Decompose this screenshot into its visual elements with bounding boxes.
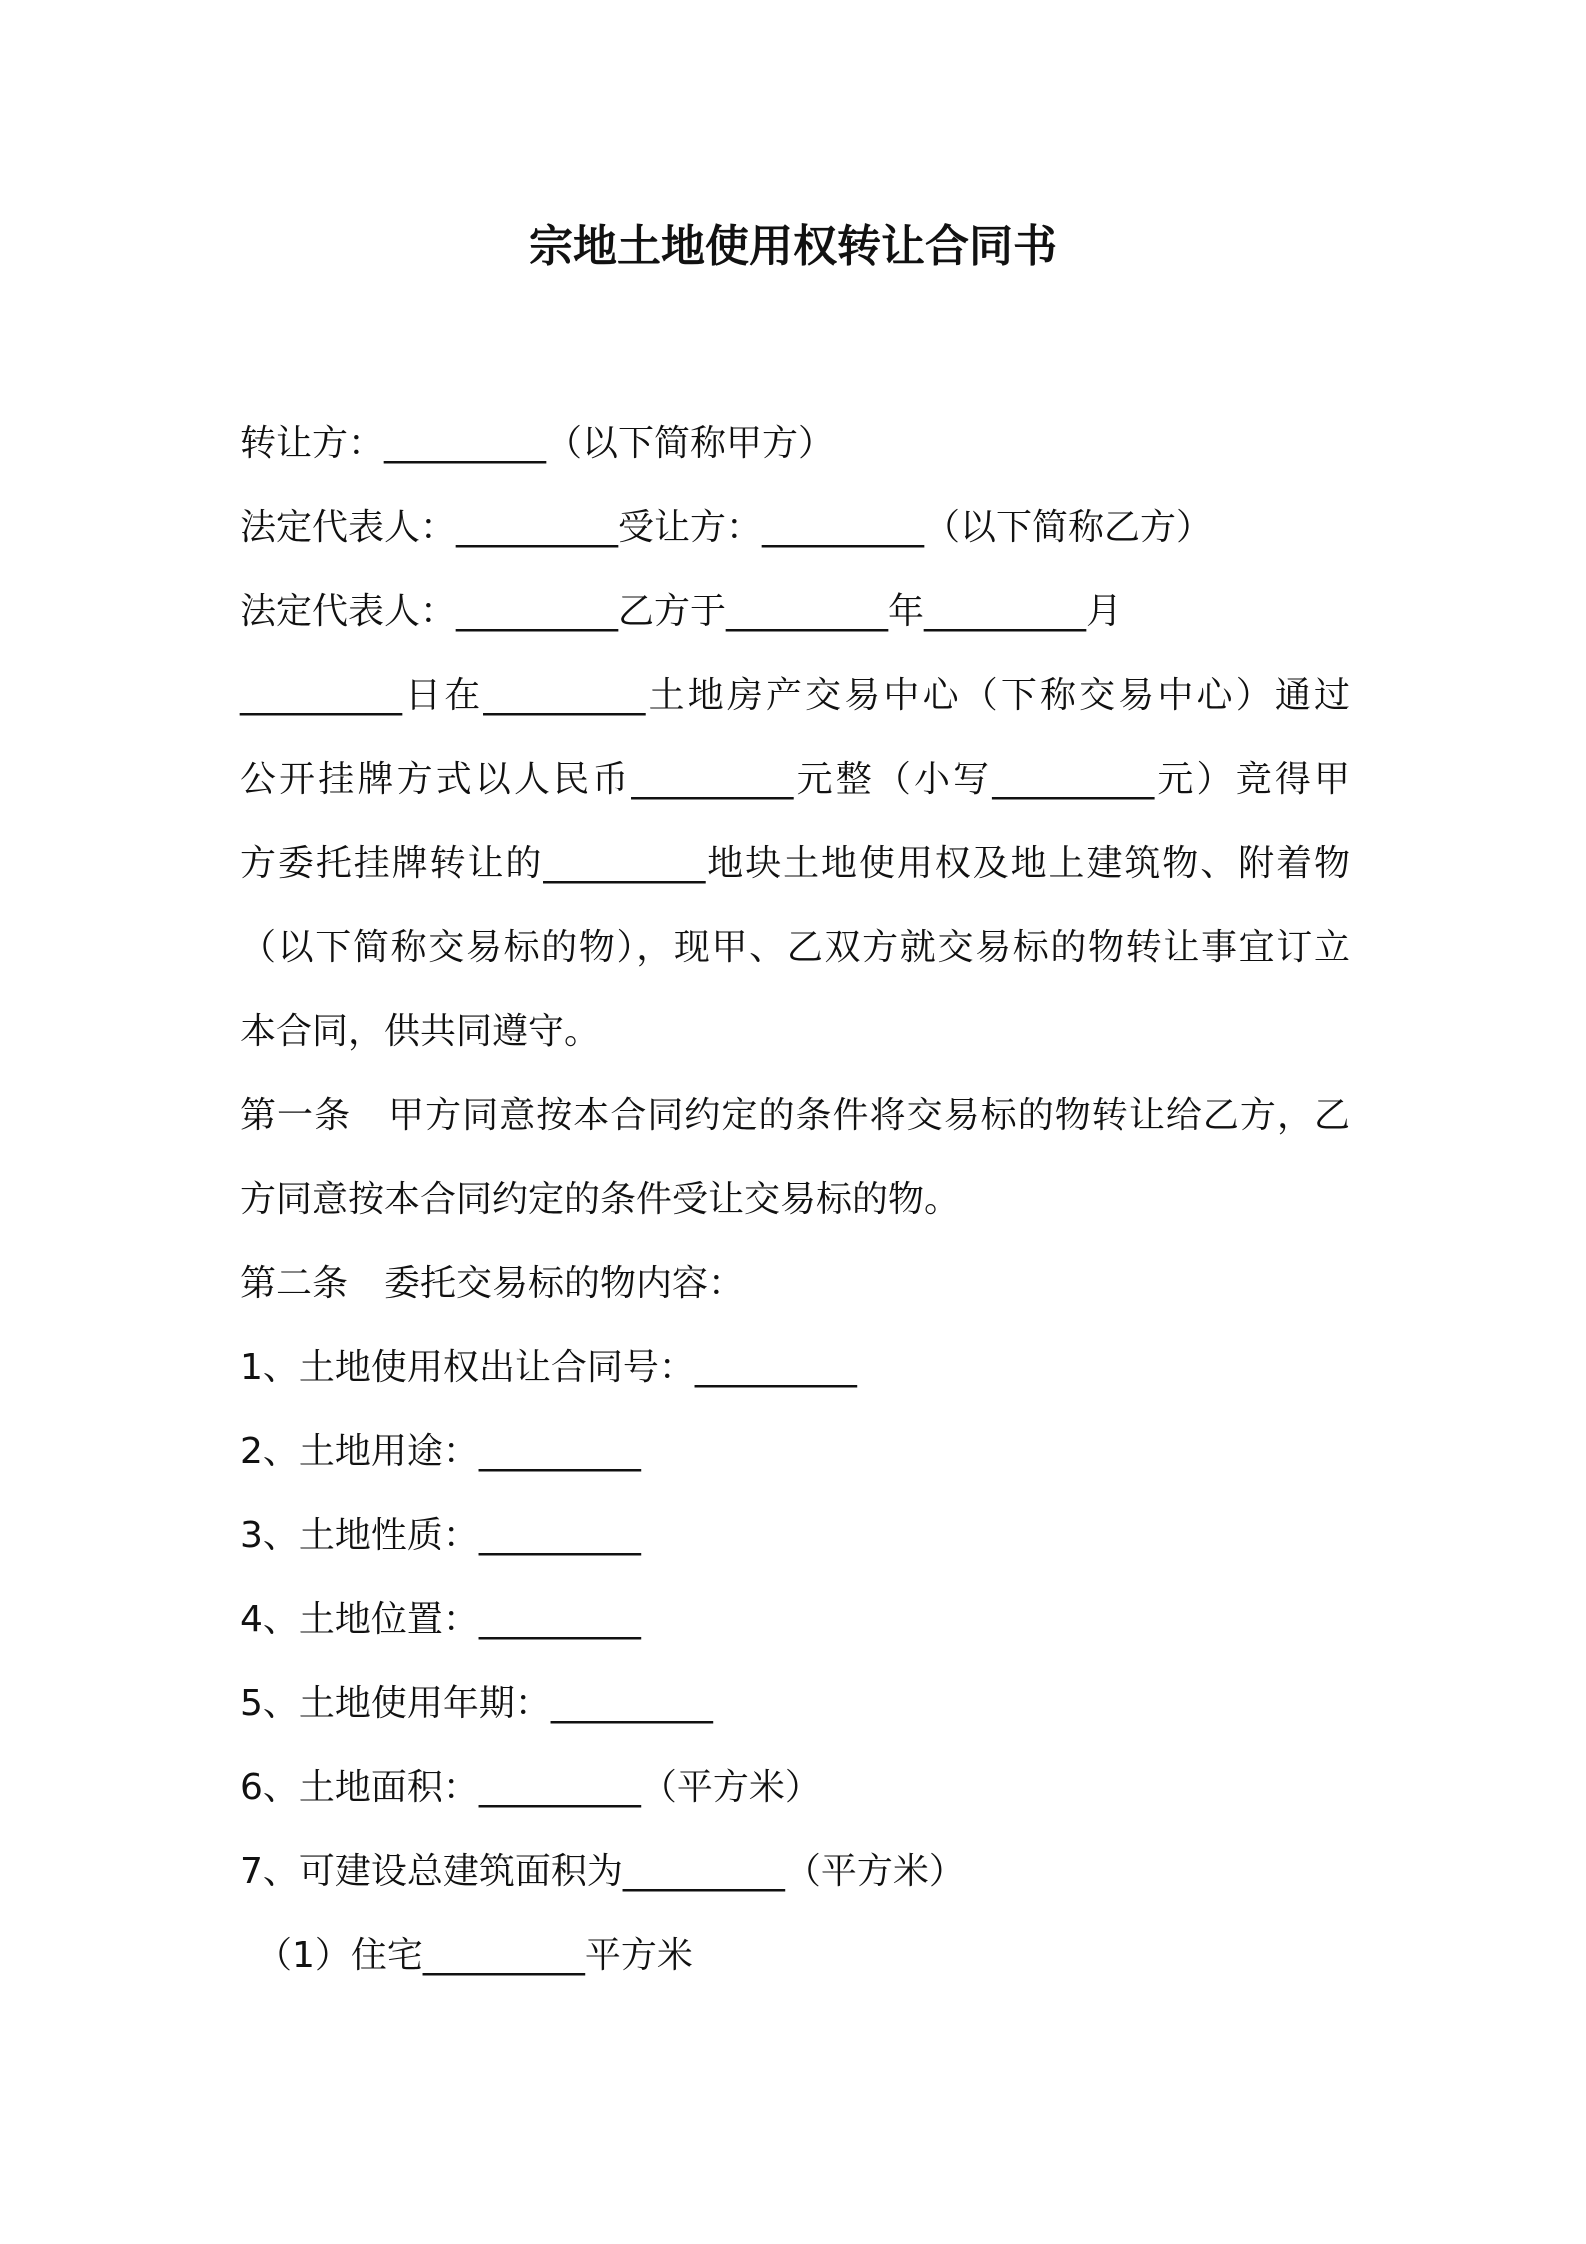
paragraph-line: _________日在_________土地房产交易中心（下称交易中心）通过 — [240, 675, 1350, 716]
paragraph-line: 方委托挂牌转让的_________地块土地使用权及地上建筑物、附着物 — [240, 843, 1350, 884]
paragraph-line: 本合同，供共同遵守。 — [240, 1011, 601, 1052]
list-item: 3、土地性质：_________ — [240, 1515, 641, 1556]
list-item: 7、可建设总建筑面积为_________（平方米） — [240, 1851, 965, 1892]
sub-list-item: （1）住宅_________平方米 — [256, 1935, 693, 1976]
paragraph-line: 法定代表人：_________乙方于_________年_________月 — [240, 591, 1123, 632]
article-one-line: 第一条 甲方同意按本合同约定的条件将交易标的物转让给乙方，乙 — [240, 1095, 1350, 1136]
paragraph-line: 转让方：_________（以下简称甲方） — [240, 423, 835, 464]
list-item: 4、土地位置：_________ — [240, 1599, 641, 1640]
article-one-line: 方同意按本合同约定的条件受让交易标的物。 — [240, 1179, 961, 1220]
paragraph-line: （以下简称交易标的物），现甲、乙双方就交易标的物转让事宜订立 — [240, 927, 1350, 968]
list-item: 6、土地面积：_________（平方米） — [240, 1767, 821, 1808]
list-item: 1、土地使用权出让合同号：_________ — [240, 1347, 857, 1388]
document-title: 宗地土地使用权转让合同书 — [529, 221, 1057, 272]
list-item: 2、土地用途：_________ — [240, 1431, 641, 1472]
list-item: 5、土地使用年期：_________ — [240, 1683, 713, 1724]
document-body — [240, 402, 1350, 1998]
article-two-heading: 第二条 委托交易标的物内容： — [240, 1263, 745, 1304]
paragraph-line: 法定代表人：_________受让方：_________（以下简称乙方） — [240, 507, 1213, 548]
paragraph-line: 公开挂牌方式以人民币_________元整（小写_________元）竞得甲 — [240, 759, 1350, 800]
